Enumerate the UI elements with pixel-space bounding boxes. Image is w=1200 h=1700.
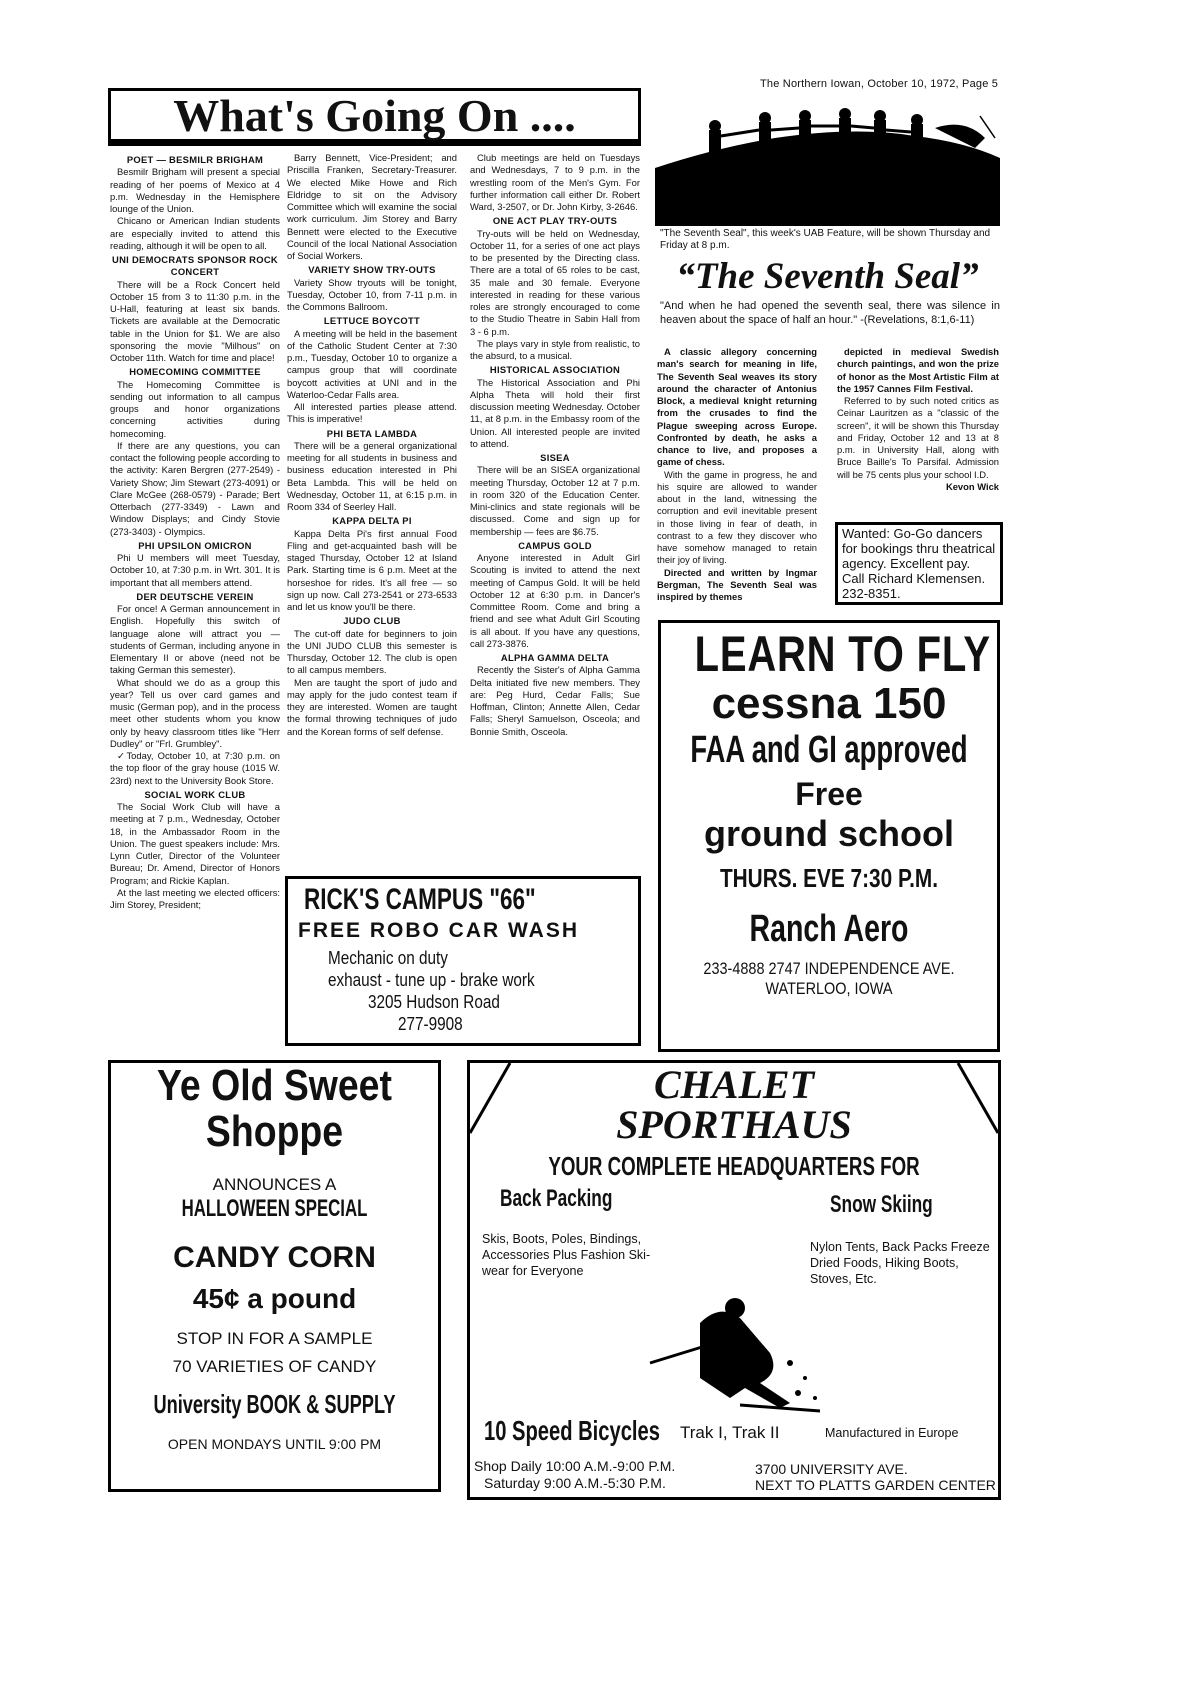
university-book-supply-logo: University BOOK & SUPPLY xyxy=(153,1389,396,1419)
article-heading: ALPHA GAMMA DELTA xyxy=(500,652,610,663)
article-paragraph: Recently the Sister's of Alpha Gamma Delta initiated five new members. They are: Peg Hurd, Cedar Falls; Sue Hoffman, Clinton; Annette Allen, Cedar Falls; Sheryl Samuelson, Osceola; and Bonnie Smith, Osceola. xyxy=(470,664,640,737)
ad-made-in: Manufactured in Europe xyxy=(825,1426,959,1440)
classified-ad-wanted: Wanted: Go-Go dancers for bookings thru theatrical agency. Excellent pay. Call Richard Klemensen. 232-8351. xyxy=(835,522,1003,605)
article-paragraph: Men are taught the sport of judo and may apply for the judo contest team if they are interested. Women are taught the formal throwing techniques of judo and the Korean forms of self defense. xyxy=(287,676,457,737)
article-paragraph: With the game in progress, he and his squire are allowed to wander about in the land, witnessing the corruption and evil inevitable present in those living in fear of death, in contrast to a few they discover who have somehow managed to retain their joy of living. xyxy=(657,468,817,566)
ad-line: Mechanic on duty xyxy=(328,948,448,968)
ad-address-2: NEXT TO PLATTS GARDEN CENTER xyxy=(755,1477,996,1493)
article-paragraph: The Social Work Club will have a meeting at 7 p.m., Wednesday, October 18, in the Ambassador Room in the Union. The guest speakers include: Mrs. Lynn Cutler, Director of the Volunteer Bureau; Dr. Amend, Director of Honors Program; and Rickie Kaplan. xyxy=(110,801,280,886)
ad-line: Free xyxy=(795,776,863,812)
article-paragraph: If there are any questions, you can contact the following people according to the activity: Karen Bergren (277-2549) - Variety Show; Jim Stewart (273-4091) or Clare McGee (268-0579) - Parade; Bert Otterbach (277-3349) - Lawn and Window Displays; and Cindy Stovie (273-3403) - Olympics. xyxy=(110,439,280,537)
article-heading: SOCIAL WORK CLUB xyxy=(144,788,246,800)
ad-sweet-shoppe xyxy=(108,1060,441,1492)
ad-address: 3700 UNIVERSITY AVE. xyxy=(755,1461,908,1477)
ad-headline: CHALET xyxy=(653,1062,815,1107)
article-paragraph: At the last meeting we elected officers: Jim Storey, President; xyxy=(110,886,280,910)
ad-headline: RICK'S CAMPUS "66" xyxy=(304,883,536,916)
ad-line: FREE ROBO CAR WASH xyxy=(298,919,580,942)
ad-headline: LEARN TO FLY xyxy=(694,626,991,682)
article-paragraph: A meeting will be held in the basement of the Catholic Student Center at 7:30 p.m., Tuesday, October 10 to organize a campus group that will coordinate boycott activities at UNI and in the Waterloo-Cedar Falls area. xyxy=(287,327,457,400)
article-heading: ONE ACT PLAY TRY-OUTS xyxy=(492,215,618,227)
article-paragraph: The Homecoming Committee is sending out information to all campus groups and honor organizations concerning activities during homecoming. xyxy=(110,378,280,439)
ad-line: cessna 150 xyxy=(711,679,947,728)
article-quote: "And when he had opened the seventh seal, there was silence in heaven about the space of half an hour." -(Revelations, 8:1,6-11) xyxy=(660,300,1000,326)
article-heading: SISEA xyxy=(540,452,570,463)
section-banner: What's Going On .... xyxy=(108,88,641,146)
ad-business-name: Ranch Aero xyxy=(749,908,909,950)
ad-line: FAA and GI approved xyxy=(690,729,968,771)
ad-bicycles: 10 Speed Bicycles xyxy=(484,1415,660,1446)
article-paragraph: Barry Bennett, Vice-President; and Priscilla Franken, Secretary-Treasurer. We elected Mike Howe and Rich Eldridge to sit on the Advisory Committee which will examine the social work curriculum. Jim Storey and Barry Bennett were elected to the Executive Council of the local National Association of Social Workers. xyxy=(287,152,457,261)
ad-learn-to-fly xyxy=(658,620,1000,1052)
ad-text-left: Skis, Boots, Poles, Bindings, Accessories Plus Fashion Ski-wear for Everyone xyxy=(482,1232,651,1278)
seal-column-1 xyxy=(657,346,817,616)
ad-line: HALLOWEEN SPECIAL xyxy=(181,1195,368,1222)
article-heading: POET — BESMILR BRIGHAM xyxy=(126,154,264,165)
article-paragraph: There will be a Rock Concert held October 15 from 3 to 11:30 p.m. in the U-Hall, featuring at least six bands. Tickets are available at the Democratic table in the Union for $1. We are also sponsoring the movie "Milhous" on October 11th. Watch for time and place! xyxy=(110,278,280,363)
ad-text-right: Nylon Tents, Back Packs Freeze Dried Foods, Hiking Boots, Stoves, Etc. xyxy=(810,1240,990,1286)
article-heading: JUDO CLUB xyxy=(343,615,401,627)
article-paragraph: A classic allegory concerning man's search for meaning in life, The Seventh Seal weaves its story around the character of Antonius Block, a medieval knight returning from the crusades to find the Plague sweeping across Europe. Confronted by death, he asks a chance to live, and proposes a game of chess. xyxy=(657,346,817,468)
article-heading: HOMECOMING COMMITTEE xyxy=(129,366,261,378)
article-paragraph: Club meetings are held on Tuesdays and Wednesdays, 7 to 9 p.m. in the wrestling room of the Men's Gym. For further information call either Dr. Robert Ward, 3-2507, or Dr. John Kirby, 3-2646. xyxy=(470,152,640,212)
article-heading: PHI BETA LAMBDA xyxy=(326,427,418,439)
article-paragraph: The plays vary in style from realistic, to the absurd, to a musical. xyxy=(470,337,640,361)
article-paragraph: The Historical Association and Phi Alpha Theta will hold their first discussion meeting Wednesday. October 11, at 8 p.m. in the Embassy room of the Union. All interested people are invited to attend. xyxy=(470,376,640,449)
ad-chalet-sporthaus xyxy=(467,1060,1001,1500)
article-heading: VARIETY SHOW TRY-OUTS xyxy=(308,264,436,276)
ad-hours-weekday: Shop Daily 10:00 A.M.-9:00 P.M. xyxy=(474,1458,676,1474)
news-column-2 xyxy=(287,152,457,870)
article-heading: KAPPA DELTA PI xyxy=(332,515,412,527)
article-heading: UNI DEMOCRATS SPONSOR ROCK CONCERT xyxy=(112,254,278,278)
article-heading: LETTUCE BOYCOTT xyxy=(323,315,421,327)
news-column-3 xyxy=(470,152,640,870)
article-paragraph: Besmilr Brigham will present a special reading of her poems of Mexico at 4 p.m. Wednesday in the Hemisphere lounge of the Union. xyxy=(110,166,280,214)
ad-hours: OPEN MONDAYS UNTIL 9:00 PM xyxy=(167,1436,382,1452)
article-paragraph: Phi U members will meet Tuesday, October 10, at 7:30 p.m. in Wrt. 301. It is important that all members attend. xyxy=(110,552,280,588)
ad-headline: Ye Old Sweet xyxy=(157,1061,392,1110)
seventh-seal-photo xyxy=(655,108,1000,226)
ad-address: 3205 Hudson Road xyxy=(368,992,500,1012)
article-paragraph: Chicano or American Indian students are especially invited to attend this reading, although it will be open to all. xyxy=(110,215,280,251)
article-paragraph: depicted in medieval Swedish church paintings, and won the prize of honor as the Most Artistic Film at the 1957 Cannes Film Festival. xyxy=(837,346,999,394)
ad-headline-2: Shoppe xyxy=(205,1107,344,1156)
article-paragraph: There will be a general organizational meeting for all students in business and business education interested in Phi Beta Lambda. This will be held on Wednesday, October 11, at 6:15 p.m. in Room 334 of Seerley Hall. xyxy=(287,439,457,512)
photo-caption: "The Seventh Seal", this week's UAB Feature, will be shown Thursday and Friday at 8 p.m. xyxy=(660,228,991,251)
ad-line: STOP IN FOR A SAMPLE xyxy=(176,1329,373,1348)
ad-address: 233-4888 2747 INDEPENDENCE AVE. xyxy=(703,959,955,978)
ad-line: exhaust - tune up - brake work xyxy=(328,970,535,990)
ad-line: 70 VARIETIES OF CANDY xyxy=(172,1357,377,1376)
ad-city: WATERLOO, IOWA xyxy=(765,979,893,998)
article-paragraph: Anyone interested in Adult Girl Scouting is invited to attend the next meeting of Campus Gold. It will be held October 12 at 6:30 p.m. in Dancer's Committee Room. Come and bring a friend and see what Adult Girl Scouting is all about. If you have any questions, call 273-3876. xyxy=(470,552,640,649)
article-paragraph: Kappa Delta Pi's first annual Food Fling and get-acquainted bash will be staged Thursday, October 12 at Island Park. Starting time is 6 p.m. Meet at the horseshoe for rides. It's all free — so sign up now. Call 273-2541 or 273-6533 and let us know you'll be there. xyxy=(287,527,457,612)
article-heading: DER DEUTSCHE VEREIN xyxy=(136,590,254,602)
article-heading: PHI UPSILON OMICRON xyxy=(138,539,252,551)
article-paragraph: Directed and written by Ingmar Bergman, The Seventh Seal was inspired by themes xyxy=(657,566,817,602)
ad-price: 45¢ a pound xyxy=(192,1283,357,1314)
article-heading: CAMPUS GOLD xyxy=(518,539,592,551)
ad-headline-2: SPORTHAUS xyxy=(616,1102,852,1147)
byline: Kevon Wick xyxy=(945,480,999,492)
article-heading: HISTORICAL ASSOCIATION xyxy=(489,364,621,376)
seal-column-2 xyxy=(837,346,999,520)
article-paragraph: Variety Show tryouts will be tonight, Tuesday, October 10, from 7-11 p.m. in the Commons Ballroom. xyxy=(287,276,457,312)
ad-line: ANNOUNCES A xyxy=(212,1175,337,1194)
page-folio: The Northern Iowan, October 10, 1972, Page 5 xyxy=(760,78,999,90)
ad-line: CANDY CORN xyxy=(173,1241,376,1274)
ad-line: THURS. EVE 7:30 P.M. xyxy=(719,863,939,893)
article-paragraph: For once! A German announcement in English. Hopefully this switch of language alone will attract you — students of German, including anyone in Elementary II or above (need not be taking German this semester). xyxy=(110,603,280,676)
ad-hours-saturday: Saturday 9:00 A.M.-5:30 P.M. xyxy=(484,1475,666,1491)
article-paragraph: What should we do as a group this year? Tell us over card games and music (German pop), and in the process meet other students whom you know only by heavy classroom titles like "Herr Dudley" or "Frl. Grumbley". xyxy=(110,676,280,749)
skier-illustration xyxy=(640,1283,840,1413)
article-paragraph: ✓Today, October 10, at 7:30 p.m. on the top floor of the gray house (1015 W. 23rd) next to the University Book Store. xyxy=(110,750,280,786)
article-title: “The Seventh Seal” xyxy=(676,256,979,297)
article-paragraph: Try-outs will be held on Wednesday, October 11, for a series of one act plays to be presented by the Directing class. There are a total of 65 roles to be cast, 35 male and 30 female. Everyone interested in reading for these various roles are strongly encouraged to come to the Studio Theatre in Sabin Hall from 3 - 6 p.m. xyxy=(470,227,640,337)
article-paragraph: Referred to by such noted critics as Ceinar Lauritzen as a "classic of the screen", it will be shown this Thursday and Friday, October 12 and 13 at 8 p.m. in University Hall, along with Bruce Baille's To Parsifal. Admission will be 75 cents plus your school I.D. xyxy=(837,395,999,480)
news-column-1 xyxy=(110,152,280,1047)
ad-line: ground school xyxy=(704,813,954,854)
ad-line: YOUR COMPLETE HEADQUARTERS FOR xyxy=(548,1151,920,1181)
article-paragraph: All interested parties please attend. This is imperative! xyxy=(287,401,457,425)
ad-phone: 277-9908 xyxy=(398,1014,463,1034)
ad-bike-models: Trak I, Trak II xyxy=(680,1423,780,1442)
ad-subhead-left: Back Packing xyxy=(500,1185,613,1212)
ad-ricks-campus-66 xyxy=(285,876,641,1046)
article-paragraph: The cut-off date for beginners to join the UNI JUDO CLUB this semester is Thursday, October 12. The club is open to all campus members. xyxy=(287,627,457,676)
article-paragraph: There will be an SISEA organizational meeting Thursday, October 12 at 7 p.m. in room 320 of the Education Center. Mini-clinics and state regionals will be discussed. Come and sign up for membership — fees are $6.75. xyxy=(470,464,640,537)
ad-subhead-right: Snow Skiing xyxy=(830,1191,933,1218)
